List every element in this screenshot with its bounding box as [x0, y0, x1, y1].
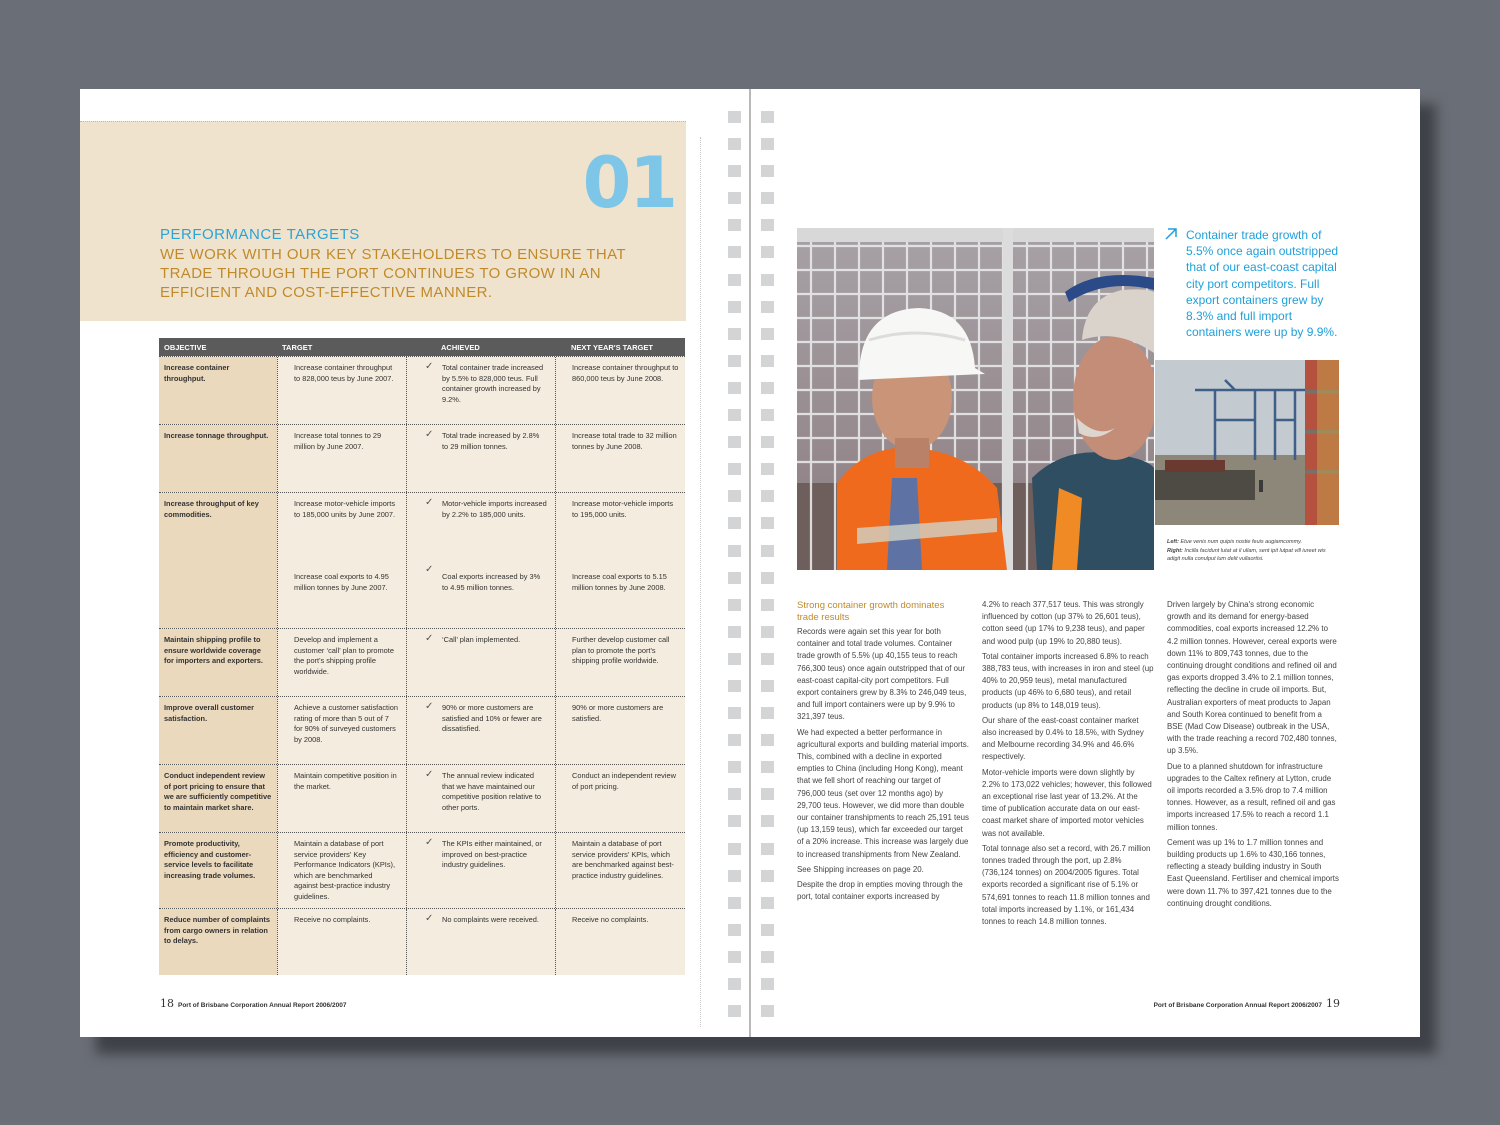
table-row	[159, 492, 685, 628]
next-target-cell: Receive no complaints.	[555, 909, 685, 975]
binding-hole-row	[728, 409, 774, 436]
page-edge-rule	[700, 137, 701, 1027]
binding-hole	[728, 111, 741, 123]
header-target: TARGET	[282, 343, 313, 352]
header-objective: OBJECTIVE	[164, 343, 207, 352]
binding-hole	[761, 246, 774, 258]
binding-hole	[761, 138, 774, 150]
binding-hole	[728, 680, 741, 692]
achieved-text: ‘Call’ plan implemented.	[442, 635, 521, 644]
binding-hole	[728, 815, 741, 827]
binding-hole	[761, 653, 774, 665]
binding-hole-row	[728, 111, 774, 138]
section-subtitle: WE WORK WITH OUR KEY STAKEHOLDERS TO ENSURE THAT TRADE THROUGH THE PORT CONTINUES TO GROW IN AN EFFICIENT AND COST-EFFECTIVE MANNER.	[160, 246, 626, 301]
folio-text: Port of Brisbane Corporation Annual Report 2006/2007	[1153, 1002, 1322, 1009]
binding-hole-row	[728, 599, 774, 626]
achieved-text: Total trade increased by 2.8% to 29 million tonnes.	[442, 431, 540, 451]
annual-report-spread	[80, 89, 1420, 1037]
binding-hole	[761, 545, 774, 557]
binding-hole	[761, 599, 774, 611]
binding-hole-row	[728, 382, 774, 409]
next-target-cell: Increase total trade to 32 million tonnes by June 2008.	[555, 425, 685, 492]
binding-hole	[761, 490, 774, 502]
binding-holes	[728, 111, 774, 1032]
achieved-cell	[406, 425, 555, 492]
paragraph: Despite the drop in empties moving through the port, total container exports increased by	[797, 880, 963, 902]
binding-hole	[761, 355, 774, 367]
binding-hole-row	[728, 707, 774, 734]
binding-hole	[761, 517, 774, 529]
binding-hole	[761, 328, 774, 340]
binding-hole-row	[728, 138, 774, 165]
paragraph: Due to a planned shutdown for infrastructure upgrades to the Caltex refinery at Lytton, crude oil imports recorded a 3.5% drop to 7.4 million tonnes. However, as a result, refined oil and gas imports increased 17.5% to reach a record 1.1 million tonnes.	[1167, 761, 1336, 832]
binding-hole	[728, 870, 741, 882]
binding-hole-row	[728, 490, 774, 517]
binding-hole	[728, 382, 741, 394]
performance-targets-table	[159, 338, 685, 975]
binding-hole	[761, 192, 774, 204]
next-text: Increase motor-vehicle imports to 195,000 units.	[572, 499, 674, 519]
target-cell: Maintain a database of port service providers' Key Performance Indicators (KPIs), which are benchmarked against best-practice industry guidelines.	[277, 833, 406, 908]
binding-hole	[761, 843, 774, 855]
target-cell: Increase container throughput to 828,000 teus by June 2007.	[277, 357, 406, 424]
caption-left-text: Etue venis num quipis nostie feuis augiamcommy.	[1180, 539, 1303, 545]
binding-hole	[761, 897, 774, 909]
achieved-text: Total container trade increased by 5.5% to 828,000 teus. Full container growth increased by 9.2%.	[442, 363, 544, 404]
target-text: Increase motor-vehicle imports to 185,000 units by June 2007.	[294, 499, 396, 519]
section-title: PERFORMANCE TARGETS	[160, 226, 360, 243]
binding-hole-row	[728, 761, 774, 788]
binding-hole-row	[728, 274, 774, 301]
paragraph: Total tonnage also set a record, with 26.7 million tonnes traded through the port, up 2.8% (736,124 tonnes) on 2004/2005 figures. Total exports recorded a significant rise of 5.1% or 574,691 tonnes to reach 11.8 million tonnes and total imports increased by 1.1%, or 161,434 tonnes to reach 14.8 million tonnes.	[982, 843, 1151, 927]
table-row	[159, 832, 685, 908]
binding-hole	[761, 707, 774, 719]
binding-hole	[728, 490, 741, 502]
next-target-cell: Further develop customer call plan to promote the port's shipping profile worldwide.	[555, 629, 685, 696]
pull-quote: Container trade growth of 5.5% once again outstripped that of our east-coast capital city port competitors. Full export containers grew by 8.3% and full import containers were up by 9.9%.	[1186, 228, 1339, 340]
binding-hole	[728, 246, 741, 258]
binding-hole-row	[728, 355, 774, 382]
target-cell: Receive no complaints.	[277, 909, 406, 975]
binding-hole-row	[728, 788, 774, 815]
binding-hole	[761, 572, 774, 584]
binding-hole	[728, 463, 741, 475]
binding-hole	[761, 111, 774, 123]
paragraph: We had expected a better performance in agricultural exports and building material imports. This, combined with a decline in exported empties to China (including Hong Kong), meant that we fell short of reaching our target of 796,000 teus (set over 12 months ago) by 29,700 teus. However, we did more than double our container transhipments to reach 25,191 teus (up 13,159 teus), which far exceeded our target of a 20% increase. This increase was largely due to increased transhipments from New Zealand.	[797, 727, 969, 859]
binding-hole-row	[728, 626, 774, 653]
paragraph: Driven largely by China's strong economic growth and its demand for energy-based commodities, coal exports increased 12.2% to 4.2 million tonnes. However, cereal exports were down 11% to 809,743 tonnes, due to the continuing drought conditions and refined oil and gas exports dropped 3.4% to 2.1 million tonnes, reflecting the decline in crude oil imports. But, Australian exporters of meat products to Japan and South Korea continued to benefit from a BSE (Mad Cow Disease) outbreak in the USA, with the trade reaching a record 702,480 tonnes, up 3.5%.	[1167, 600, 1337, 756]
binding-hole	[761, 951, 774, 963]
binding-hole-row	[728, 463, 774, 490]
table-row	[159, 764, 685, 832]
next-target-cell: Increase container throughput to 860,000 teus by June 2008.	[555, 357, 685, 424]
objective-cell: Maintain shipping profile to ensure worldwide coverage for importers and exporters.	[159, 629, 277, 696]
check-icon: ✓	[425, 429, 434, 440]
achieved-cell	[406, 697, 555, 764]
photo-workers-on-crane	[797, 228, 1154, 570]
check-icon: ✓	[425, 837, 434, 848]
next-target-cell: 90% or more customers are satisfied.	[555, 697, 685, 764]
binding-hole	[761, 788, 774, 800]
check-icon: ✓	[425, 769, 434, 780]
binding-hole	[728, 951, 741, 963]
target-cell: Maintain competitive position in the market.	[277, 765, 406, 832]
paragraph: Records were again set this year for both container and total trade volumes. Container trade growth of 5.5% (up 40,155 teus to reach 766,300 teus) once again outstripped that of our east-coast capital-city port competitors. Full export containers grew by 8.3% to 246,049 teus, and full import containers were up by 9.9% to 321,397 teus.	[797, 627, 967, 722]
binding-hole-row	[728, 219, 774, 246]
paragraph: See Shipping increases on page 20.	[797, 864, 924, 874]
binding-hole-row	[728, 517, 774, 544]
achieved-cell	[406, 493, 555, 628]
binding-hole	[761, 165, 774, 177]
binding-hole-row	[728, 924, 774, 951]
binding-hole	[761, 409, 774, 421]
binding-hole	[728, 436, 741, 448]
body-column-1	[797, 626, 969, 906]
paragraph: Motor-vehicle imports were down slightly by 2.2% to 173,022 vehicles; however, this followed an exceptional rise last year of 13.2%. At the time of publication accurate data on our east-coast market share of imported motor vehicles was not available.	[982, 767, 1152, 838]
objective-cell: Increase container throughput.	[159, 357, 277, 424]
binding-hole-row	[728, 165, 774, 192]
folio-text: Port of Brisbane Corporation Annual Report 2006/2007	[178, 1002, 347, 1009]
binding-hole	[728, 707, 741, 719]
achieved-text: The KPIs either maintained, or improved on best-practice industry guidelines.	[442, 839, 542, 869]
objective-cell: Improve overall customer satisfaction.	[159, 697, 277, 764]
binding-hole-row	[728, 897, 774, 924]
story-heading: Strong container growth dominates trade results	[797, 600, 945, 623]
binding-hole	[728, 517, 741, 529]
paragraph: Our share of the east-coast container market also increased by 0.4% to 18.5%, with Sydney and Melbourne recording 34.9% and 46.6% respectively.	[982, 715, 1144, 762]
binding-hole	[728, 626, 741, 638]
objective-cell: Promote productivity, efficiency and customer-service levels to facilitate increasing trade volumes.	[159, 833, 277, 908]
binding-hole	[761, 734, 774, 746]
target-cell: Develop and implement a customer ‘call’ plan to promote the port's shipping profile worldwide.	[277, 629, 406, 696]
binding-hole	[728, 355, 741, 367]
binding-hole	[728, 274, 741, 286]
binding-hole	[728, 788, 741, 800]
binding-hole	[761, 680, 774, 692]
binding-hole	[761, 301, 774, 313]
header-achieved: ACHIEVED	[441, 343, 480, 352]
binding-hole	[761, 626, 774, 638]
achieved-text: 90% or more customers are satisfied and 10% or fewer are dissatisfied.	[442, 703, 542, 733]
binding-hole	[761, 463, 774, 475]
chapter-number: 01	[582, 142, 676, 224]
binding-hole-row	[728, 572, 774, 599]
binding-hole	[728, 545, 741, 557]
binding-hole	[728, 924, 741, 936]
binding-hole	[728, 761, 741, 773]
caption-left-label: Left:	[1167, 539, 1179, 545]
binding-hole-row	[728, 870, 774, 897]
binding-hole	[761, 978, 774, 990]
achieved-text: The annual review indicated that we have maintained our competitive position relative to other ports.	[442, 771, 542, 812]
binding-hole-row	[728, 680, 774, 707]
table-row	[159, 696, 685, 764]
binding-hole	[761, 382, 774, 394]
check-icon: ✓	[425, 633, 434, 644]
binding-hole	[728, 1005, 741, 1017]
page-number: 19	[1326, 997, 1340, 1010]
binding-hole	[728, 328, 741, 340]
body-column-2	[982, 599, 1154, 931]
container-crane-photo-illustration	[1155, 360, 1339, 525]
achieved-text: No complaints were received.	[442, 915, 539, 924]
binding-hole	[728, 165, 741, 177]
binding-hole	[761, 1005, 774, 1017]
objective-cell: Reduce number of complaints from cargo owners in relation to delays.	[159, 909, 277, 975]
binding-hole	[761, 761, 774, 773]
binding-hole-row	[728, 246, 774, 273]
target-cell: Increase total tonnes to 29 million by June 2007.	[277, 425, 406, 492]
binding-hole	[761, 274, 774, 286]
target-cell: Achieve a customer satisfaction rating of more than 5 out of 7 for 90% of surveyed customers by 2008.	[277, 697, 406, 764]
paragraph: 4.2% to reach 377,517 teus. This was strongly influenced by cotton (up 37% to 26,601 teus), cotton seed (up 17% to 9,238 teus), and paper and wood pulp (up 19% to 20,880 teus).	[982, 600, 1145, 646]
achieved-cell	[406, 833, 555, 908]
binding-hole	[728, 653, 741, 665]
binding-hole-row	[728, 328, 774, 355]
photo-container-crane	[1155, 360, 1339, 525]
binding-hole-row	[728, 301, 774, 328]
binding-hole	[761, 219, 774, 231]
check-icon: ✓	[425, 564, 434, 575]
binding-hole	[761, 870, 774, 882]
binding-hole-row	[728, 1005, 774, 1032]
binding-hole	[728, 301, 741, 313]
check-icon: ✓	[425, 361, 434, 372]
page-number: 18	[160, 997, 174, 1010]
objective-cell: Conduct independent review of port pricing to ensure that we are sufficiently competitive to maintain market share.	[159, 765, 277, 832]
folio-right	[1150, 997, 1340, 1010]
binding-hole	[728, 572, 741, 584]
table-row	[159, 908, 685, 975]
check-icon: ✓	[425, 497, 434, 508]
caption-right-label: Right:	[1167, 547, 1183, 554]
binding-hole-row	[728, 653, 774, 680]
binding-hole	[728, 978, 741, 990]
binding-hole	[728, 138, 741, 150]
binding-hole-row	[728, 192, 774, 219]
objective-cell: Increase throughput of key commodities.	[159, 493, 277, 628]
header-next-target: NEXT YEAR'S TARGET	[571, 343, 653, 352]
check-icon: ✓	[425, 701, 434, 712]
section-header-band	[80, 121, 686, 321]
binding-hole-row	[728, 436, 774, 463]
achieved-cell	[406, 909, 555, 975]
caption-right-text: Incilla facidunt lutat at il ullam, sent ipit lutpat vill iureet wis adigit nulla conulput lum delit vullaortisi.	[1167, 547, 1326, 562]
table-row	[159, 356, 685, 424]
binding-hole	[728, 192, 741, 204]
binding-hole	[761, 436, 774, 448]
binding-hole	[728, 409, 741, 421]
binding-hole-row	[728, 545, 774, 572]
check-icon: ✓	[425, 913, 434, 924]
binding-hole	[761, 924, 774, 936]
binding-hole	[728, 734, 741, 746]
workers-photo-illustration	[797, 228, 1154, 570]
binding-hole	[728, 219, 741, 231]
paragraph: Cement was up 1% to 1.7 million tonnes and building products up 1.6% to 430,166 tonnes, reflecting a steady building industry in South East Queensland. Fertiliser and chemical imports were down 11.7% to 397,421 tonnes due to the continuing drought conditions.	[1167, 837, 1339, 908]
achieved-text: Motor-vehicle imports increased by 2.2% to 185,000 units.	[442, 499, 547, 519]
binding-hole	[761, 815, 774, 827]
paragraph: Total container imports increased 6.8% to reach 388,783 teus, with increases in iron and steel (up 40% to 20,959 teus), metal manufactured products (up 46% to 6,680 teus), and retail products (up 8% to 148,019 teus).	[982, 651, 1154, 710]
table-header	[159, 338, 685, 356]
target-cell	[277, 493, 406, 628]
body-column-3	[1167, 599, 1339, 913]
achieved-cell	[406, 357, 555, 424]
photo-caption	[1167, 538, 1339, 564]
binding-hole	[728, 843, 741, 855]
next-target-cell	[555, 493, 685, 628]
achieved-cell	[406, 629, 555, 696]
binding-hole-row	[728, 843, 774, 870]
folio-left	[160, 997, 350, 1010]
table-row	[159, 628, 685, 696]
table-row	[159, 424, 685, 492]
arrow-up-right-icon	[1164, 227, 1178, 241]
next-text-2: Increase coal exports to 5.15 million tonnes by June 2008.	[572, 572, 667, 592]
target-text-2: Increase coal exports to 4.95 million tonnes by June 2007.	[294, 572, 389, 592]
binding-hole	[728, 599, 741, 611]
next-target-cell: Conduct an independent review of port pricing.	[555, 765, 685, 832]
binding-hole-row	[728, 978, 774, 1005]
next-target-cell: Maintain a database of port service providers' KPIs, which are benchmarked against best-practice industry guidelines.	[555, 833, 685, 908]
binding-hole-row	[728, 734, 774, 761]
achieved-cell	[406, 765, 555, 832]
binding-hole	[728, 897, 741, 909]
binding-hole-row	[728, 815, 774, 842]
binding-hole-row	[728, 951, 774, 978]
achieved-text-2: Coal exports increased by 3% to 4.95 million tonnes.	[442, 572, 541, 592]
objective-cell: Increase tonnage throughput.	[159, 425, 277, 492]
